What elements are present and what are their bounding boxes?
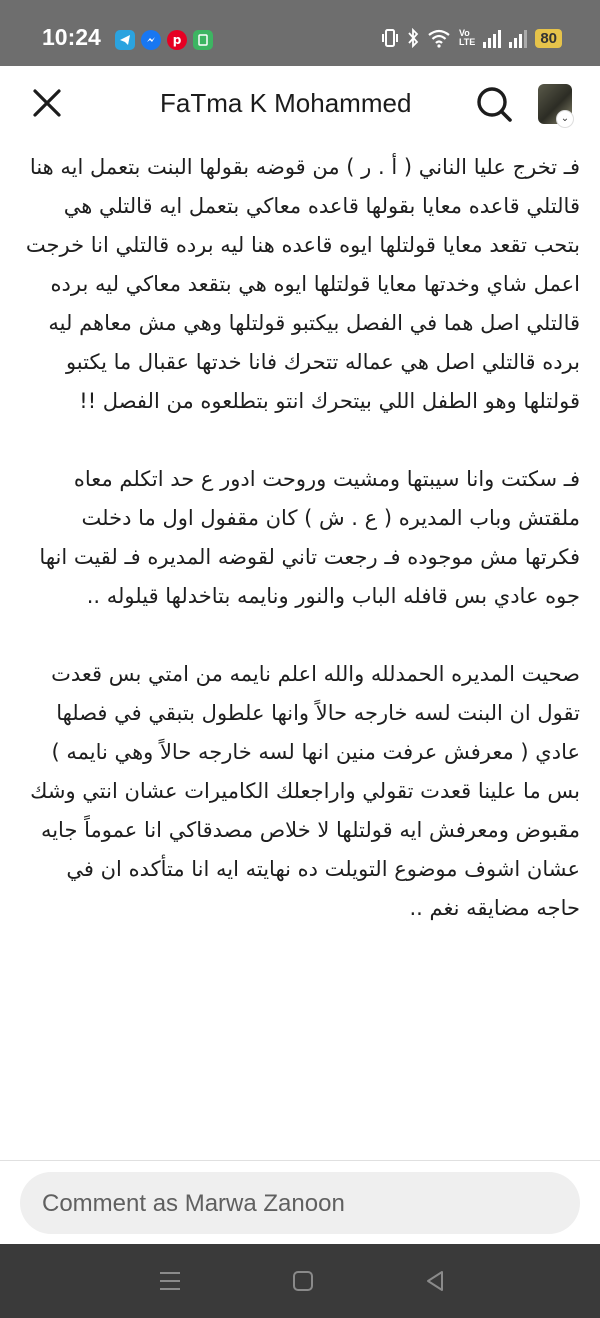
menu-icon[interactable] (155, 1266, 185, 1296)
post-header (0, 66, 600, 144)
telegram-icon (115, 30, 135, 50)
post-paragraph: صحيت المديره الحمدلله والله اعلم نايمه من امتي بس قعدت تقول ان البنت لسه خارجه حالاً وانها علطول بتبقي في فصلها عادي ( معرفش عرفت منين انها لسه خارجه حالاً وهي نايمه ) بس ما علينا قعدت تقولي واراجعلك الكاميرات عشان انتي وشك مقبوض ومعرفش ايه قولتلها لا خلاص مصدقاكي انا عموماً جايه عشان اشوف موضوع التويلت ده نهايته ايه انا متأكده ان في حاجه مضايقه نغم .. (30, 662, 580, 920)
system-icons (381, 28, 562, 48)
signal-icon (509, 28, 527, 48)
volte-icon: Vo LTE (458, 28, 476, 47)
search-icon[interactable] (474, 84, 514, 124)
comment-box[interactable] (20, 1172, 580, 1234)
comment-input[interactable] (40, 1172, 564, 1236)
post-body (24, 148, 580, 1160)
notification-icons (115, 30, 213, 50)
vibrate-icon (381, 28, 399, 48)
chevron-down-icon[interactable]: ⌄ (556, 110, 574, 128)
system-nav-bar (0, 1244, 600, 1318)
post-paragraph: فـ سكتت وانا سيبتها ومشيت وروحت ادور ع حد اتكلم معاه ملقتش وباب المديره ( ع . ش ) كان مقفول اول ما دخلت فكرتها مش موجوده فـ رجعت تاني لقوضه المديره فـ لقيت انها جوه عادي بس قافله الباب والنور ونايمه بتاخدلها قيلوله .. (39, 467, 580, 608)
status-bar (0, 0, 600, 66)
post-paragraph: فـ تخرج عليا الناني ( أ . ر ) من قوضه بقولها البنت بتعمل ايه هنا قالتلي قاعده معايا بقولها قاعده معاكي بتعمل ايه قالتلي هي بتحب تقعد معايا قولتلها ايوه قاعده هنا ليه برده قالتلي انا خرجت اعمل شاي وخدتها معايا قولتلها ايوه هي بتقعد معاكي ليه برده قالتلي اصل هما في الفصل بيكتبو قولتلها وهي مش معاهم ليه برده قالتلي اصل هي عماله تتحرك فانا خدتها عقبال ما يكتبو قولتلها وهو الطفل اللي بيتحرك انتو بتطلعوه من الفصل !! (25, 155, 580, 413)
pinterest-icon: p (167, 30, 187, 50)
sim-card-icon (193, 30, 213, 50)
wifi-icon (427, 28, 451, 48)
battery-icon: 80 (535, 29, 562, 48)
bluetooth-icon (407, 28, 419, 48)
page-title: FaTma K Mohammed (160, 88, 412, 118)
messenger-icon (141, 30, 161, 50)
status-time: 10:24 (42, 24, 101, 50)
divider (0, 1160, 600, 1161)
back-icon[interactable] (420, 1266, 450, 1296)
close-icon[interactable] (30, 86, 64, 120)
home-icon[interactable] (288, 1266, 318, 1296)
signal-icon (483, 28, 501, 48)
